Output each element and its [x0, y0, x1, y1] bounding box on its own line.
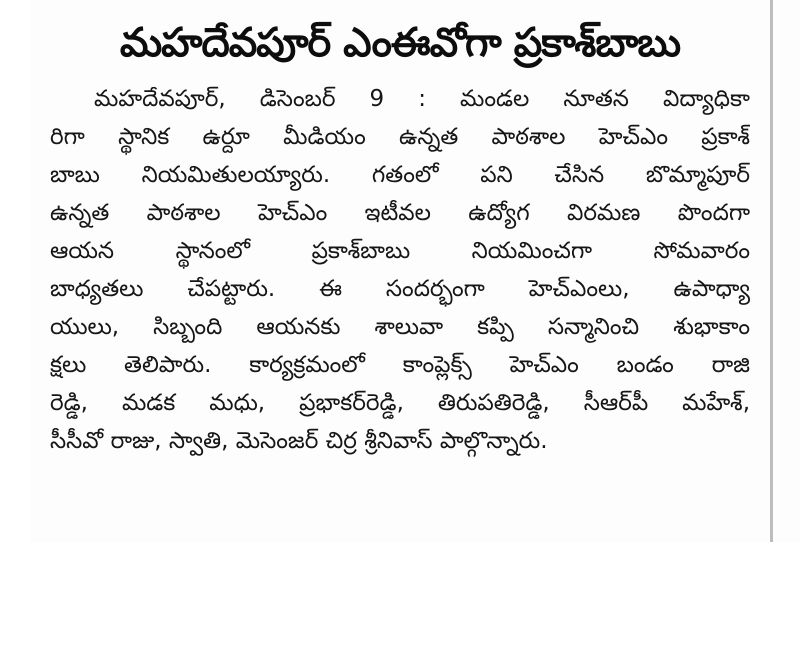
article-headline: మహదేవపూర్ ఎంఈవోగా ప్రకాశ్‌బాబు: [119, 20, 681, 66]
article-line: యులు, సిబ్బంది ఆయనకు శాలువా కప్పి సన్మానించి శుభాకాం: [50, 314, 750, 340]
article-line: రిగా స్థానిక ఉర్దూ మీడియం ఉన్నత పాఠశాల హెచ్ఎం ప్రకాశ్: [50, 124, 750, 150]
article-line: బాధ్యతలు చేపట్టారు. ఈ సందర్భంగా హెచ్ఎంలు, ఉపాధ్యా: [50, 276, 750, 302]
article-line: ఆయన స్థానంలో ప్రకాశ్‌బాబు నియమించగా సోమవారం: [50, 238, 750, 264]
article-line: మహదేవపూర్, డిసెంబర్ 9 : మండల నూతన విద్యాధికా: [94, 86, 750, 112]
article-body: [50, 80, 750, 460]
article-line: ఉన్నత పాఠశాల హెచ్ఎం ఇటీవల ఉద్యోగ విరమణ పొందగా: [50, 200, 750, 226]
article-line: రెడ్డి, మడక మధు, ప్రభాకర్‌రెడ్డి, తిరుపతిరెడ్డి, సీఆర్‌పీ మహేశ్,: [50, 390, 750, 416]
blank-margin: [0, 542, 800, 662]
column-divider: [770, 0, 773, 542]
article-line: బాబు నియమితులయ్యారు. గతంలో పని చేసిన బొమ్మాపూర్: [50, 162, 750, 188]
article-line: సీసీవో రాజు, స్వాతి, మెసెంజర్ చిర్ర శ్రీనివాస్ పాల్గొన్నారు.: [50, 428, 548, 454]
article-line: క్షలు తెలిపారు. కార్యక్రమంలో కాంప్లెక్స్ హెచ్ఎం బండం రాజి: [50, 352, 750, 378]
